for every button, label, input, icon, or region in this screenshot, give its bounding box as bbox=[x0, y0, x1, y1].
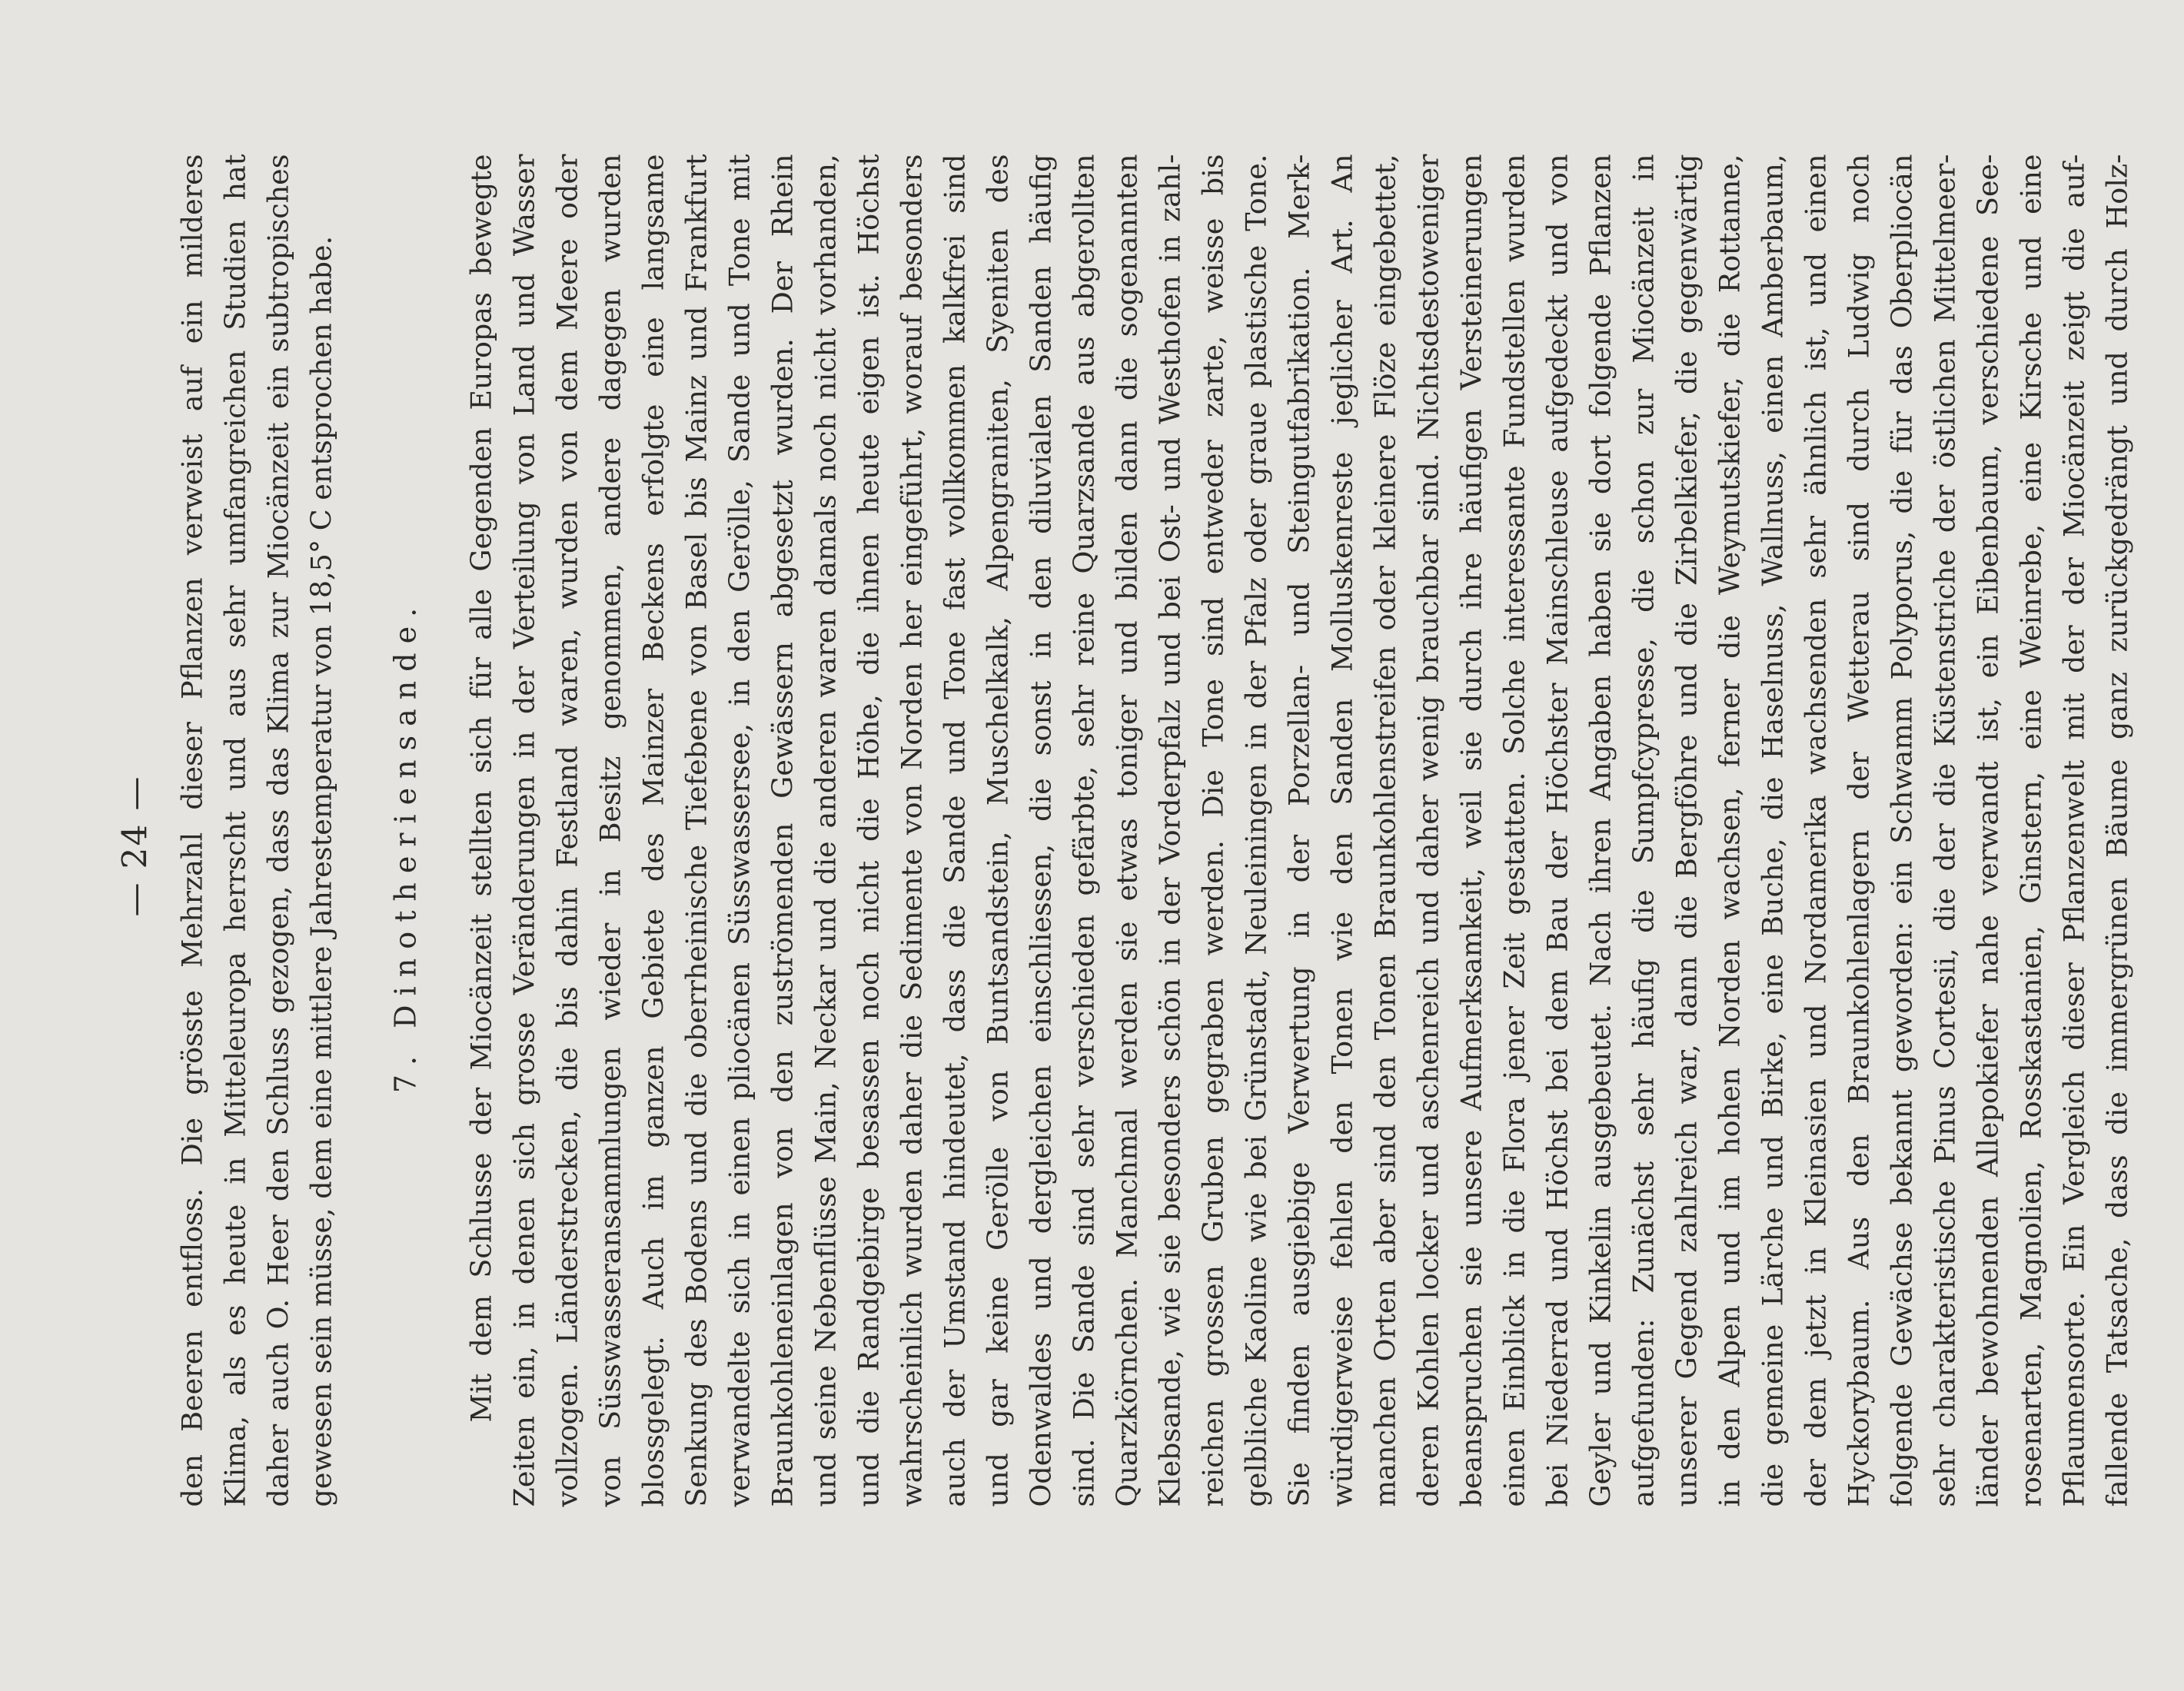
text-line: aufgefunden: Zunächst sehr häufig die Sumpfcypresse, die schon zur Miocänzeit in bbox=[1627, 154, 1660, 1507]
text-line: Zeiten ein, in denen sich grosse Veränderungen in der Verteilung von Land und Wasser bbox=[507, 154, 540, 1507]
section-paragraph bbox=[460, 154, 2139, 1507]
text-line: vollzogen. Länderstrecken, die bis dahin Festland waren, wurden von dem Meere oder bbox=[550, 154, 583, 1507]
page-number: — 24 — bbox=[115, 775, 155, 916]
text-line: gewesen sein müsse, dem eine mittlere Jahrestemperatur von 18,5° C entsprochen habe. bbox=[304, 235, 337, 1507]
text-line: den Beeren entfloss. Die grösste Mehrzahl dieser Pflanzen verweist auf ein milderes bbox=[175, 154, 208, 1507]
text-line: manchen Orten aber sind den Tonen Braunkohlenstreifen oder kleinere Flöze eingebettet, bbox=[1368, 154, 1401, 1507]
text-line: bei Niederrad und Höchst bei dem Bau der Höchster Mainschleuse aufgedeckt und von bbox=[1541, 154, 1574, 1507]
text-line: daher auch O. Heer den Schluss gezogen, dass das Klima zur Miocänzeit ein subtropisches bbox=[261, 154, 294, 1507]
text-line: Mit dem Schlusse der Miocänzeit stellten sich für alle Gegenden Europas bewegte bbox=[464, 154, 497, 1422]
text-line: einen Einblick in die Flora jener Zeit gestatten. Solche interessante Fundstellen wurden bbox=[1498, 154, 1531, 1507]
text-line: Odenwaldes und dergleichen einschliessen, die sonst in den diluvialen Sanden häufig bbox=[1024, 154, 1057, 1507]
text-line: fallende Tatsache, dass die immergrünen Bäume ganz zurückgedrängt und durch Holz- bbox=[2100, 154, 2133, 1507]
text-line: unserer Gegend zahlreich war, dann die Bergföhre und die Zirbelkiefer, die gegenwärtig bbox=[1670, 154, 1703, 1507]
text-line: Klima, als es heute in Mitteleuropa herrscht und aus sehr umfangreichen Studien hat bbox=[218, 154, 251, 1507]
text-line: folgende Gewächse bekannt geworden: ein Schwamm Polyporus, die für das Oberpliocän bbox=[1885, 154, 1918, 1507]
text-line: Hyckorybaum. Aus den Braunkohlenlagern der Wetterau sind durch Ludwig noch bbox=[1842, 154, 1875, 1507]
text-line: von Süsswasseransammlungen wieder in Besitz genommen, andere dagegen wurden bbox=[593, 154, 627, 1507]
text-line: in den Alpen und im hohen Norden wachsen, ferner die Weymutskiefer, die Rottanne, bbox=[1713, 154, 1746, 1507]
text-line: Sie finden ausgiebige Verwertung in der Porzellan- und Steingutfabrikation. Merk- bbox=[1282, 154, 1315, 1507]
section-heading: 7. Dinotheriensande. bbox=[388, 598, 422, 1093]
text-line: gelbliche Kaoline wie bei Grünstadt, Neuleiningen in der Pfalz oder graue plastische Tone. bbox=[1239, 154, 1272, 1507]
text-line: auch der Umstand hindeutet, dass die Sande und Tone fast vollkommen kalkfrei sind bbox=[938, 154, 971, 1507]
text-line: sehr charakteristische Pinus Cortesii, die der die Küstenstriche der östlichen Mittelmeer- bbox=[1928, 154, 1961, 1507]
text-line: beanspruchen sie unsere Aufmerksamkeit, weil sie durch ihre häufigen Versteinerungen bbox=[1454, 154, 1488, 1507]
text-line: sind. Die Sande sind sehr verschieden gefärbte, sehr reine Quarzsande aus abgerollten bbox=[1067, 154, 1100, 1507]
text-line: Klebsande, wie sie besonders schön in der Vorderpfalz und bei Ost- und Westhofen in zahl- bbox=[1153, 154, 1186, 1507]
text-line: die gemeine Lärche und Birke, eine Buche, die Haselnuss, Wallnuss, einen Amberbaum, bbox=[1756, 154, 1789, 1507]
text-line: länder bewohnenden Allepokiefer nahe verwandt ist, ein Eibenbaum, verschiedene See- bbox=[1971, 154, 2004, 1507]
text-line: verwandelte sich in einen pliocänen Süsswassersee, in den Gerölle, Sande und Tone mit bbox=[723, 154, 756, 1507]
text-line: Geyler und Kinkelin ausgebeutet. Nach ihren Angaben haben sie dort folgende Pflanzen bbox=[1584, 154, 1617, 1507]
text-line: rosenarten, Magnolien, Rosskastanien, Ginstern, eine Weinrebe, eine Kirsche und eine bbox=[2014, 154, 2047, 1507]
text-line: Quarzkörnchen. Manchmal werden sie etwas toniger und bilden dann die sogenannten bbox=[1110, 154, 1143, 1507]
text-line: deren Kohlen locker und aschenreich und daher wenig brauchbar sind. Nichtsdestoweniger bbox=[1411, 154, 1444, 1507]
text-line: wahrscheinlich wurden daher die Sedimente von Norden her eingeführt, worauf besonders bbox=[895, 154, 928, 1507]
text-line: der dem jetzt in Kleinasien und Nordamerika wachsenden sehr ähnlich ist, und einen bbox=[1799, 154, 1832, 1507]
text-line: und seine Nebenflüsse Main, Neckar und die anderen waren damals noch nicht vorhanden, bbox=[809, 154, 842, 1507]
paragraph-continuation bbox=[171, 154, 343, 1507]
text-line: reichen grossen Gruben gegraben werden. Die Tone sind entweder zarte, weisse bis bbox=[1196, 154, 1229, 1507]
text-line: Senkung des Bodens und die oberrheinische Tiefebene von Basel bis Mainz und Frankfurt bbox=[680, 154, 713, 1507]
text-line: Pflaumensorte. Ein Vergleich dieser Pflanzenwelt mit der der Miocänzeit zeigt die auf- bbox=[2057, 154, 2090, 1507]
text-line: würdigerweise fehlen den Tonen wie den Sanden Molluskenreste jeglicher Art. An bbox=[1325, 154, 1358, 1507]
text-line: und gar keine Gerölle von Buntsandstein, Muschelkalk, Alpengraniten, Syeniten des bbox=[981, 154, 1014, 1507]
text-line: blossgelegt. Auch im ganzen Gebiete des Mainzer Beckens erfolgte eine langsame bbox=[637, 154, 670, 1507]
text-line: Braunkohleneinlagen von den zuströmenden Gewässern abgesetzt wurden. Der Rhein bbox=[766, 154, 799, 1507]
text-line: und die Randgebirge besassen noch nicht die Höhe, die ihnen heute eigen ist. Höchst bbox=[852, 154, 885, 1507]
